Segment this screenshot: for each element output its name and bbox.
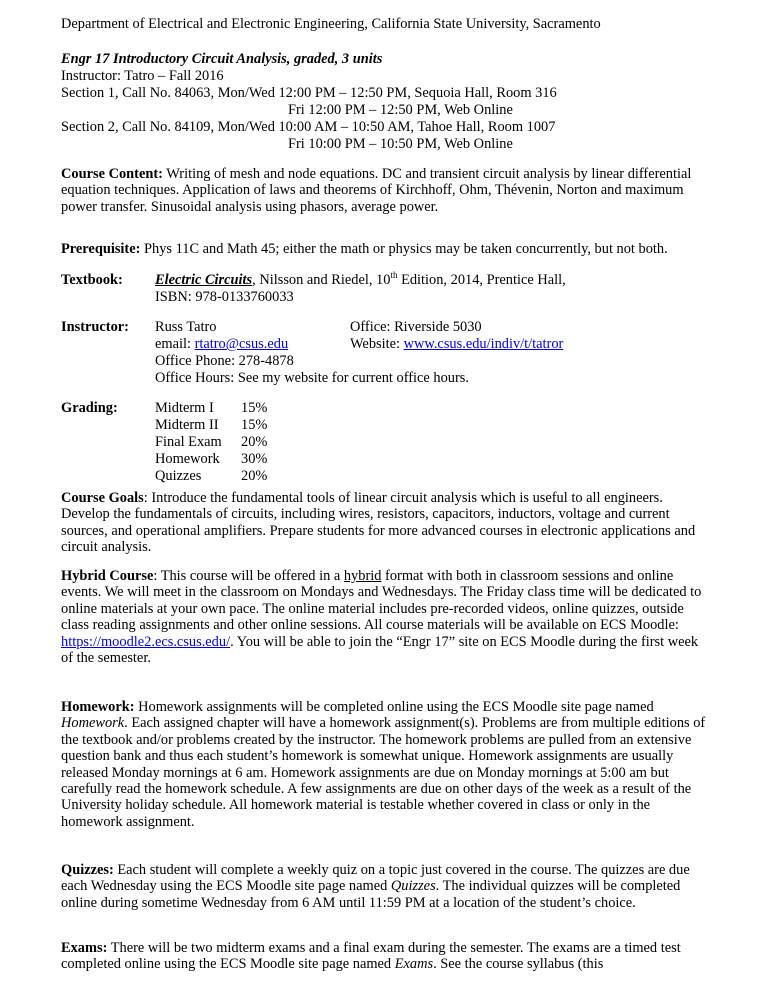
instructor-website: Website: www.csus.edu/indiv/t/tatror — [350, 336, 564, 352]
course-content — [61, 166, 711, 215]
prerequisite — [61, 241, 711, 257]
instructor-term: Instructor: Tatro – Fall 2016 — [61, 68, 224, 84]
email-link[interactable]: rtatro@csus.edu — [194, 336, 289, 352]
grading-item-pct: 30% — [241, 451, 268, 467]
instructor-name: Russ Tatro — [155, 319, 217, 335]
textbook-isbn: ISBN: 978-0133760033 — [155, 289, 294, 305]
website-link[interactable]: www.csus.edu/indiv/t/tatror — [403, 336, 564, 352]
instructor-phone: Office Phone: 278-4878 — [155, 353, 294, 369]
grading-item-pct: 20% — [241, 434, 268, 450]
textbook-label: Textbook: — [61, 272, 123, 288]
grading-label: Grading: — [61, 400, 118, 416]
course-content-label: Course Content: — [61, 166, 163, 182]
course-title: Engr 17 Introductory Circuit Analysis, graded, 3 units — [61, 51, 383, 67]
instructor-office: Office: Riverside 5030 — [350, 319, 482, 335]
grading-item-name: Midterm I — [155, 400, 214, 416]
department-header: Department of Electrical and Electronic Engineering, California State University, Sacramento — [61, 16, 601, 32]
grading-item-name: Midterm II — [155, 417, 219, 433]
textbook-title: Electric Circuits — [155, 272, 253, 288]
course-goals-label: Course Goals — [61, 490, 144, 506]
grading-item-name: Homework — [155, 451, 220, 467]
prerequisite-label: Prerequisite: — [61, 241, 141, 257]
grading-item-pct: 20% — [241, 468, 268, 484]
homework-label: Homework: — [61, 699, 135, 715]
moodle-link[interactable]: https://moodle2.ecs.csus.edu/ — [61, 633, 231, 650]
hybrid-course: Hybrid Course: This course will be offered in a hybrid format with both in classroom sessions and online events. We will meet in the classroom on Mondays and Wednesdays. The Friday class time will be dedicated to online materials at your own pace. The online material includes pre-recorded videos, online quizzes, outside class reading assignments and other online sessions. All course materials will be available on ECS Moodle: https://moodle2.ecs.csus.edu/. You will be able to join the “Engr 17” site on ECS Moodle during the first week of the semester. — [61, 568, 702, 667]
instructor-label: Instructor: — [61, 319, 129, 335]
course-goals: Course Goals: Introduce the fundamental tools of linear circuit analysis which is useful to all engineers. Develop the fundamentals of circuits, including wires, resistors, capacitors, inductors, voltage and current sources, and operational amplifiers. Prepare students for more advanced courses in electronic applications and circuit analysis. — [61, 490, 696, 556]
grading-item-name: Quizzes — [155, 468, 202, 484]
instructor-hours: Office Hours: See my website for current office hours. — [155, 370, 469, 386]
section-1-online: Fri 12:00 PM – 12:50 PM, Web Online — [288, 102, 513, 118]
homework-policy: Homework: Homework assignments will be completed online using the ECS Moodle site page named Homework. Each assigned chapter will have a homework assignment(s). Problems are from multiple editions of the textbook and/or problems created by the instructor. The homework problems are pulled from an extensive question bank and thus each student’s homework is somewhat unique. Homework assignments are usually released Monday mornings at 6 am. Homework assignments are due on Monday mornings at 5:00 am but carefully read the homework schedule. A few assignments are due on other days of the week as a result of the University holiday schedule. All homework material is testable whether covered in class or only in the homework assignment. — [61, 699, 706, 830]
section-2-schedule: Section 2, Call No. 84109, Mon/Wed 10:00 AM – 10:50 AM, Tahoe Hall, Room 1007 — [61, 119, 556, 135]
instructor-email: email: rtatro@csus.edu — [155, 336, 289, 352]
course-content-text: Writing of mesh and node equations. DC and transient circuit analysis by linear differential equation techniques. Application of laws and theorems of Kirchhoff, Ohm, Thévenin, Norton and maximum power transfer. Sinusoidal analysis using phasors, average power. — [61, 166, 692, 215]
grading-item-pct: 15% — [241, 417, 268, 433]
prerequisite-text: Phys 11C and Math 45; either the math or physics may be taken concurrently, but not both. — [144, 241, 668, 257]
exams-label: Exams: — [61, 940, 108, 956]
section-2-online: Fri 10:00 PM – 10:50 PM, Web Online — [288, 136, 513, 152]
exams-policy: Exams: There will be two midterm exams and a final exam during the semester. The exams are a timed test completed online using the ECS Moodle site page named Exams. See the course syllabus (this — [61, 940, 681, 973]
section-1-schedule: Section 1, Call No. 84063, Mon/Wed 12:00 PM – 12:50 PM, Sequoia Hall, Room 316 — [61, 85, 557, 101]
hybrid-course-label: Hybrid Course — [61, 568, 154, 584]
grading-item-name: Final Exam — [155, 434, 222, 450]
grading-item-pct: 15% — [241, 400, 268, 416]
quizzes-label: Quizzes: — [61, 862, 114, 878]
quizzes-policy: Quizzes: Each student will complete a weekly quiz on a topic just covered in the course. The quizzes are due each Wednesday using the ECS Moodle site page named Quizzes. The individual quizzes will be completed online during sometime Wednesday from 6 AM until 11:59 PM at a location of the student’s choice. — [61, 862, 690, 911]
textbook-citation: Electric Circuits, Nilsson and Riedel, 10th Edition, 2014, Prentice Hall, — [155, 270, 566, 288]
